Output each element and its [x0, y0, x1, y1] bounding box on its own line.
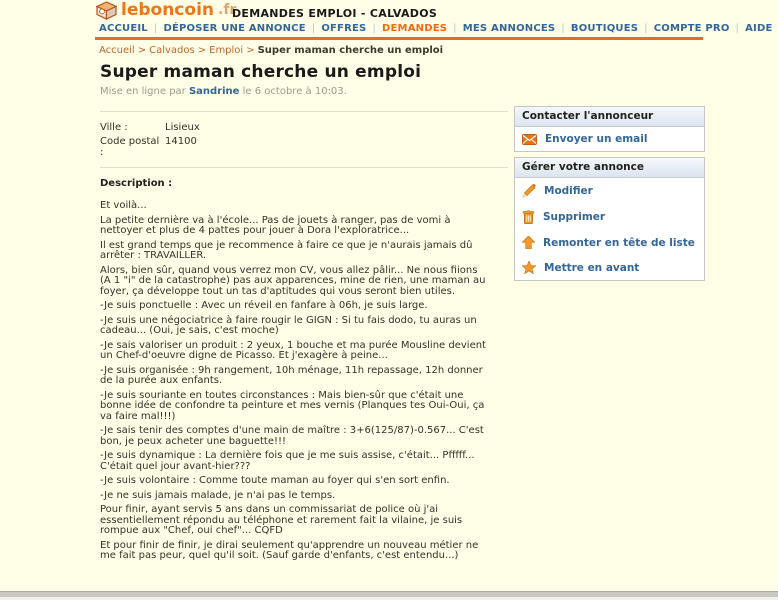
send-email-link[interactable]: Envoyer un email: [545, 133, 648, 145]
email-icon: [522, 134, 537, 145]
bump-item[interactable]: [515, 230, 704, 255]
nav-separator: |: [735, 23, 740, 34]
nav-item-boutiques[interactable]: BOUTIQUES: [570, 23, 639, 34]
description-paragraph: -Je suis une négociatrice à faire rougir le GIGN : Si tu fais dodo, tu auras un cadeau... (Oui, je sais, c'est moche): [100, 314, 477, 336]
byline-suffix: le 6 octobre à 10:03.: [242, 86, 347, 97]
modify-link[interactable]: Modifier: [544, 185, 593, 197]
manage-box-title: Gérer votre annonce: [515, 158, 704, 178]
nav-item-aide[interactable]: AIDE: [745, 23, 773, 34]
bump-link[interactable]: Remonter en tête de liste: [543, 236, 695, 249]
breadcrumb: [99, 45, 443, 56]
logo-text: leboncoin: [121, 0, 214, 20]
param-value: Lisieux: [165, 122, 200, 133]
description-paragraph: -Je suis ponctuelle : Avec un réveil en fanfare à 06h, je suis large.: [100, 300, 428, 311]
ad-byline: [100, 86, 510, 97]
breadcrumb-calvados[interactable]: Calvados: [149, 45, 195, 56]
breadcrumb-accueil[interactable]: Accueil: [99, 45, 135, 56]
author-link[interactable]: Sandrine: [188, 86, 240, 97]
description-paragraph: Pour finir, ayant servis 5 ans dans un commissariat de police où j'ai essentiellement répondu au téléphone et rarement fait la vilaine, je suis rompue aux "Chef, oui chef"... CQFD: [100, 504, 463, 536]
param-row-ville: [100, 122, 510, 133]
trash-icon: [522, 210, 535, 224]
nav-item-mes-annonces[interactable]: MES ANNONCES: [462, 23, 556, 34]
description-paragraph: -Je suis volontaire : Comme toute maman au foyer qui s'en sort enfin.: [100, 475, 450, 486]
feature-link[interactable]: Mettre en avant: [544, 261, 640, 274]
contact-box: [514, 106, 705, 152]
param-value: 14100: [165, 136, 197, 147]
description-text: [100, 201, 488, 562]
description-paragraph: -Je suis dynamique : La dernière fois que je me suis assise, c'était... Pfffff... C'était quel jour avant-hier???: [100, 450, 475, 472]
description-paragraph: La petite dernière va à l'école... Pas de jouets à ranger, pas de vomi à nettoyer et plus de 4 pattes pour jouer à Dora l'exploratrice...: [100, 214, 451, 236]
nav-separator: |: [311, 23, 316, 34]
ad-title: Super maman cherche un emploi: [100, 62, 422, 82]
contact-box-title: Contacter l'annonceur: [515, 107, 704, 127]
page-title: DEMANDES EMPLOI - CALVADOS: [232, 7, 438, 20]
modify-item[interactable]: [515, 178, 704, 204]
param-label: Ville :: [100, 122, 128, 133]
arrow-up-icon: [522, 236, 535, 249]
param-label: Code postal :: [100, 136, 160, 158]
nav-separator: |: [561, 23, 565, 34]
description-label: Description :: [100, 178, 173, 189]
description-paragraph: Alors, bien sûr, quand vous verrez mon CV, vous allez pâlir... Ne nous fiions (A 1 "i" de la catastrophe) pas aux apparences, mine de rien, une maman au foyer, ça développe tout un tas d'aptitudes qui vous seront bien utiles.: [100, 264, 486, 297]
byline-prefix: Mise en ligne par: [100, 86, 186, 97]
main-nav: [99, 23, 773, 34]
breadcrumb-separator: >: [246, 45, 255, 56]
breadcrumb-separator: >: [137, 45, 147, 56]
description-paragraph: -Je sais tenir des comptes d'une main de maître : 3+6(125/87)-0.567... C'est bon, je peux acheter une baguette!!!: [100, 425, 484, 447]
send-email-item[interactable]: [515, 127, 704, 151]
ad-detail: [100, 62, 510, 566]
breadcrumb-separator: >: [197, 45, 207, 56]
leboncoin-logo[interactable]: [96, 1, 236, 20]
manage-box: [514, 157, 705, 281]
breadcrumb-emploi[interactable]: Emploi: [209, 45, 244, 56]
description-paragraph: Et pour finir de finir, je dirai seulement qu'apprendre un nouveau métier ne me fait pas peur, quel qu'il soit. (Sauf garde d'enfants, c'est entendu...): [100, 539, 479, 561]
feature-item[interactable]: [515, 255, 704, 280]
logo-suffix: .fr: [218, 2, 237, 18]
param-row-code-postal: [100, 136, 510, 158]
pencil-icon: [522, 184, 536, 198]
breadcrumb-current: Super maman cherche un emploi: [257, 45, 444, 56]
sidebar: [514, 106, 705, 286]
delete-link[interactable]: Supprimer: [543, 211, 606, 223]
nav-underline: [95, 37, 703, 40]
bottom-strip: [0, 591, 778, 600]
delete-item[interactable]: [515, 204, 704, 230]
nav-item-offres[interactable]: OFFRES: [321, 23, 367, 34]
nav-item-compte-pro[interactable]: COMPTE PRO: [653, 23, 730, 34]
logo-cube-icon: [96, 1, 117, 20]
nav-item-accueil[interactable]: ACCUEIL: [99, 23, 148, 34]
description-paragraph: -Je suis souriante en toutes circonstances : Mais bien-sûr que c'était une bonne idée de confondre ta peinture et mes vernis (Planques tes Oui-Oui, ça va faire mal!!!): [100, 389, 485, 422]
description-paragraph: -Je suis organisée : 9h rangement, 10h ménage, 11h repassage, 12h donner de la purée aux enfants.: [100, 364, 483, 386]
star-icon: [522, 261, 536, 274]
divider: [100, 167, 508, 168]
nav-item-demandes[interactable]: DEMANDES: [382, 23, 448, 34]
nav-separator: |: [453, 23, 457, 34]
description-paragraph: -Je sais valoriser un produit : 2 yeux, 1 bouche et ma purée Mousline devient un Chef-d'oeuvre digne de Picasso. Et j'exagère à peine...: [100, 339, 486, 361]
nav-item-deposer-une-annonce[interactable]: DÉPOSER UNE ANNONCE: [163, 23, 306, 34]
description-paragraph: -Je ne suis jamais malade, je n'ai pas le temps.: [100, 489, 336, 501]
ad-params: [100, 112, 510, 167]
description-paragraph: Et voilà...: [100, 200, 147, 211]
nav-separator: |: [644, 23, 648, 34]
nav-separator: |: [153, 23, 158, 34]
nav-separator: |: [372, 23, 377, 34]
description-paragraph: Il est grand temps que je recommence à faire ce que je n'aurais jamais dû arrêter : TRAVAILLER.: [100, 239, 473, 261]
